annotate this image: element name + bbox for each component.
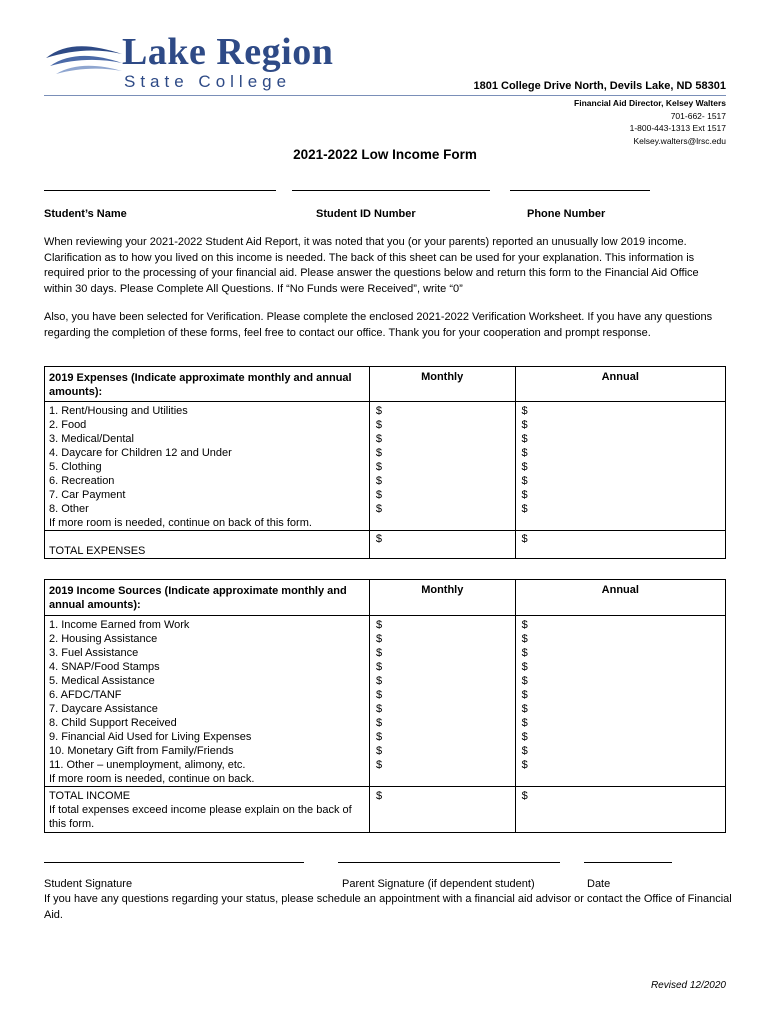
dollar-sign[interactable]: $ [521,475,528,487]
list-item: 8. Other [49,503,89,515]
income-total-label: TOTAL INCOME [49,790,131,802]
expenses-total-label: TOTAL EXPENSES [45,531,370,559]
dollar-sign[interactable]: $ [521,433,528,445]
list-item: 3. Medical/Dental [49,433,134,445]
dollar-sign[interactable]: $ [375,633,383,645]
wave-logo-icon [44,36,124,86]
dollar-sign[interactable]: $ [375,419,382,431]
dollar-sign[interactable]: $ [521,661,528,673]
list-item-note: If more room is needed, continue on back of this form. [49,517,312,529]
contact-phone: 701-662- 1517 [670,110,726,121]
dollar-sign[interactable]: $ [375,489,382,501]
income-table [44,579,726,833]
dollar-sign[interactable]: $ [375,405,382,417]
intro-paragraph: When reviewing your 2021-2022 Student Aid Report, it was noted that you (or your parents) reported an unusually low 2019 income. Clarification as to how you lived on this income is needed. The back of this sheet can be used for your explanation. This information is required prior to the processing of your financial aid. Please answer the questions below and return this form to the Financial Aid Office within 30 days. Please Complete All Questions. If “No Funds were Received”, write “0” [44,236,699,295]
logo-name: Lake Region [122,31,334,73]
contact-block [574,97,726,147]
dollar-sign[interactable]: $ [375,647,383,659]
list-item: 2. Housing Assistance [49,633,158,645]
dollar-sign[interactable]: $ [375,717,383,729]
dollar-sign[interactable]: $ [375,759,383,771]
dollar-sign[interactable]: $ [375,745,383,757]
list-item: 6. Recreation [49,475,115,487]
list-item: 7. Car Payment [49,489,126,501]
dollar-sign[interactable]: $ [521,717,528,729]
list-item: 3. Fuel Assistance [49,647,139,659]
list-item-note: If more room is needed, continue on back. [49,773,255,785]
dollar-sign[interactable]: $ [521,745,528,757]
dollar-sign[interactable]: $ [521,633,528,645]
expenses-monthly-header: Monthly [369,367,515,402]
income-total-annual[interactable] [515,787,725,833]
dollar-sign[interactable]: $ [521,731,528,743]
dollar-sign[interactable]: $ [375,675,383,687]
logo-subtitle: State College [124,72,292,91]
revised-date: Revised 12/2020 [650,980,726,991]
dollar-sign[interactable]: $ [375,790,383,802]
list-item: 10. Monetary Gift from Family/Friends [49,745,234,757]
dollar-sign[interactable]: $ [521,647,528,659]
income-total-note: If total expenses exceed income please explain on the back of this form. [49,804,352,830]
footer-note: If you have any questions regarding your status, please schedule an appointment with a financial aid advisor or contact the Office of Financial Aid. [44,893,732,921]
dollar-sign[interactable]: $ [375,661,383,673]
contact-director: Financial Aid Director, Kelsey Walters [574,98,726,108]
dollar-sign[interactable]: $ [375,475,382,487]
phone-line[interactable] [510,190,650,191]
dollar-sign[interactable]: $ [375,703,383,715]
dollar-sign[interactable]: $ [521,689,528,701]
expenses-annual-column[interactable] [515,402,726,531]
date-label: Date [587,878,611,890]
income-monthly-column[interactable] [369,616,515,787]
student-signature-label: Student Signature [44,878,133,890]
list-item: 11. Other – unemployment, alimony, etc. [49,759,246,771]
list-item: 1. Income Earned from Work [49,619,190,631]
list-item: 5. Medical Assistance [49,675,155,687]
student-name-line[interactable] [44,190,276,191]
income-annual-header: Annual [515,580,725,616]
dollar-sign[interactable]: $ [521,790,528,802]
list-item: 7. Daycare Assistance [49,703,158,715]
dollar-sign[interactable]: $ [521,675,528,687]
expenses-heading: 2019 Expenses (Indicate approximate monthly and annual amounts): [45,367,370,402]
dollar-sign[interactable]: $ [375,447,382,459]
dollar-sign[interactable]: $ [375,503,382,515]
student-id-label: Student ID Number [316,208,416,220]
dollar-sign[interactable]: $ [521,405,528,417]
list-item: 9. Financial Aid Used for Living Expenses [49,731,252,743]
parent-signature-label: Parent Signature (if dependent student) [342,878,535,890]
income-total-monthly[interactable] [369,787,515,833]
dollar-sign[interactable]: $ [521,703,528,715]
dollar-sign[interactable]: $ [375,689,383,701]
student-id-line[interactable] [292,190,490,191]
college-address: 1801 College Drive North, Devils Lake, ND 58301 [473,80,726,92]
income-monthly-header: Monthly [369,580,515,616]
dollar-sign[interactable]: $ [521,461,528,473]
student-signature-line[interactable] [44,862,304,863]
expenses-items [45,402,370,531]
expenses-total-annual[interactable]: $ [515,531,726,559]
parent-signature-line[interactable] [338,862,560,863]
page-title: 2021-2022 Low Income Form [293,147,477,162]
dollar-sign[interactable]: $ [375,731,383,743]
income-heading: 2019 Income Sources (Indicate approximate monthly and annual amounts): [45,580,370,616]
dollar-sign[interactable]: $ [521,759,528,771]
expenses-table [44,366,726,559]
dollar-sign[interactable]: $ [521,619,528,631]
income-items [45,616,370,787]
dollar-sign[interactable]: $ [375,619,383,631]
list-item: 4. SNAP/Food Stamps [49,661,160,673]
contact-tollfree: 1-800-443-1313 Ext 1517 [629,123,726,133]
college-logo [44,32,364,94]
expenses-annual-header: Annual [515,367,726,402]
dollar-sign[interactable]: $ [375,461,382,473]
contact-email: Kelsey.walters@lrsc.edu [633,135,726,146]
dollar-sign[interactable]: $ [521,503,528,515]
list-item: 1. Rent/Housing and Utilities [49,405,188,417]
dollar-sign[interactable]: $ [521,419,528,431]
list-item: 6. AFDC/TANF [49,689,122,701]
list-item: 4. Daycare for Children 12 and Under [49,447,232,459]
date-line[interactable] [584,862,672,863]
header-rule [44,95,726,96]
income-total-cell [45,787,370,833]
student-name-label: Student’s Name [44,208,127,220]
dollar-sign[interactable]: $ [521,489,528,501]
expenses-monthly-column[interactable] [369,402,515,531]
dollar-sign[interactable]: $ [375,433,382,445]
list-item: 5. Clothing [49,461,102,473]
dollar-sign[interactable]: $ [521,447,528,459]
list-item: 8. Child Support Received [49,717,177,729]
expenses-total-monthly[interactable]: $ [369,531,515,559]
phone-label: Phone Number [527,208,606,220]
verification-paragraph: Also, you have been selected for Verification. Please complete the enclosed 2021-2022 Verification Worksheet. If you have any questions regarding the completion of these forms, feel free to contact our office. Thank you for your cooperation and prompt response. [44,311,713,339]
income-annual-column[interactable] [515,616,725,787]
list-item: 2. Food [49,419,87,431]
